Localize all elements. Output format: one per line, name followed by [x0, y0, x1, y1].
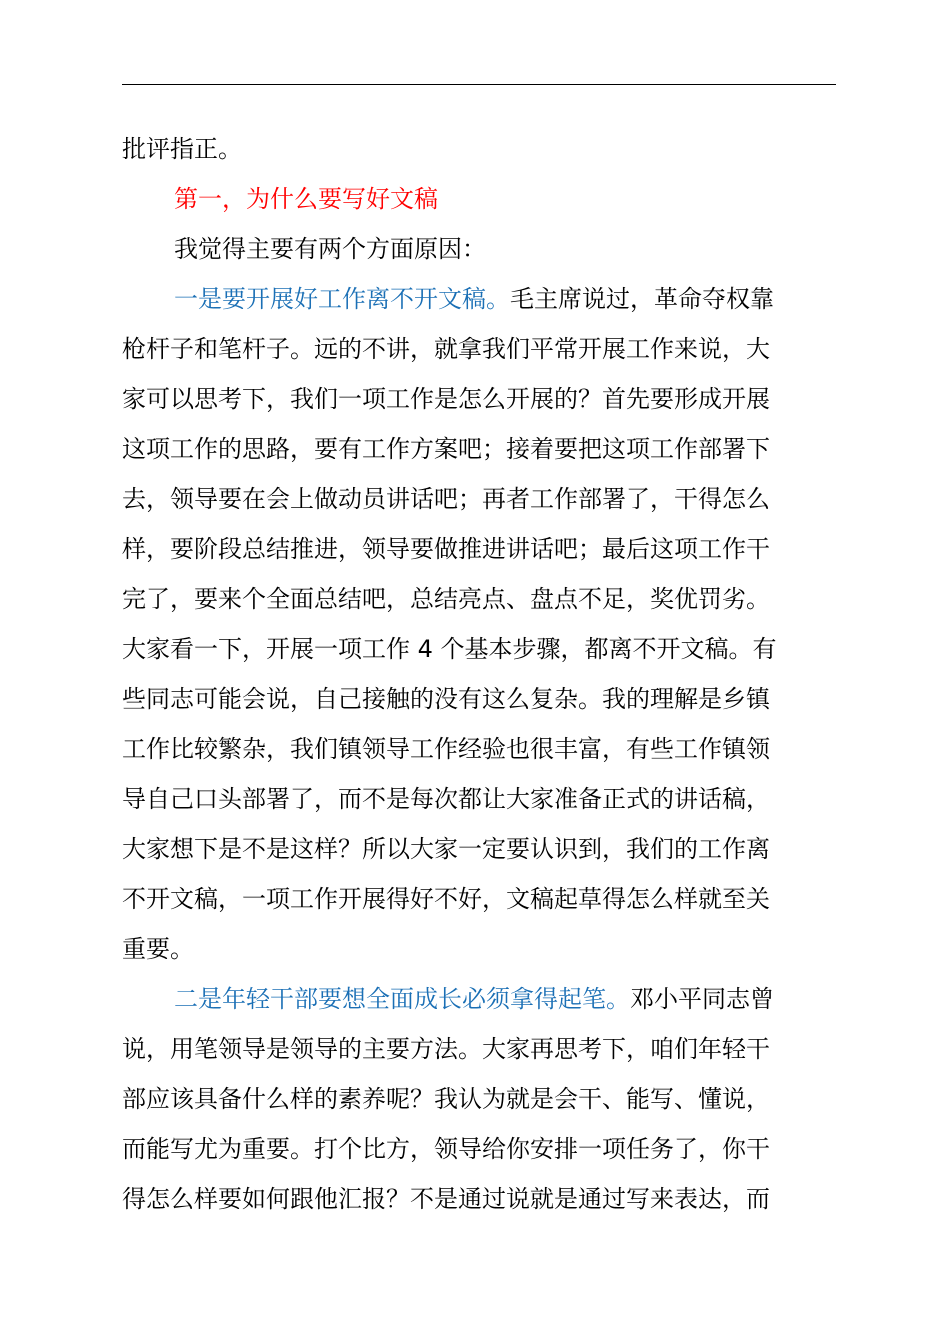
- body-line: 大家想下是不是这样？所以大家一定要认识到，我们的工作离: [122, 835, 770, 863]
- body-line: 去，领导要在会上做动员讲话吧；再者工作部署了，干得怎么: [122, 485, 770, 513]
- body-text: 毛主席说过，革命夺权靠: [510, 285, 774, 313]
- body-line: 工作比较繁杂，我们镇领导工作经验也很丰富，有些工作镇领: [122, 735, 770, 763]
- body-text: 邓小平同志曾: [630, 985, 774, 1013]
- section-heading: 第一，为什么要写好文稿: [174, 185, 438, 213]
- body-line: 家可以思考下，我们一项工作是怎么开展的？首先要形成开展: [122, 385, 770, 413]
- body-line: 这项工作的思路，要有工作方案吧；接着要把这项工作部署下: [122, 435, 770, 463]
- body-line: 大家看一下，开展一项工作 4 个基本步骤，都离不开文稿。有: [122, 635, 777, 663]
- header-rule: [122, 84, 836, 85]
- body-line: 样，要阶段总结推进，领导要做推进讲话吧；最后这项工作干: [122, 535, 770, 563]
- lead-sentence: 一是要开展好工作离不开文稿。: [174, 285, 510, 313]
- body-line: 导自己口头部署了，而不是每次都让大家准备正式的讲话稿，: [122, 785, 770, 813]
- body-line: 不开文稿，一项工作开展得好不好，文稿起草得怎么样就至关: [122, 885, 770, 913]
- lead-sentence: 二是年轻干部要想全面成长必须拿得起笔。: [174, 985, 630, 1013]
- body-line: 得怎么样要如何跟他汇报？不是通过说就是通过写来表达，而: [122, 1185, 770, 1213]
- body-line: 完了，要来个全面总结吧，总结亮点、盘点不足，奖优罚劣。: [122, 585, 770, 613]
- body-line: 我觉得主要有两个方面原因：: [174, 235, 486, 263]
- paragraph-first-line: [122, 974, 838, 1024]
- body-line: 重要。: [122, 935, 194, 963]
- paragraph-first-line: [122, 274, 838, 324]
- body-line: 批评指正。: [122, 135, 242, 163]
- body-line: 而能写尤为重要。打个比方，领导给你安排一项任务了，你干: [122, 1135, 770, 1163]
- body-line: 枪杆子和笔杆子。远的不讲，就拿我们平常开展工作来说，大: [122, 335, 770, 363]
- body-line: 说，用笔领导是领导的主要方法。大家再思考下，咱们年轻干: [122, 1035, 770, 1063]
- document-body: [122, 124, 838, 1224]
- body-line: 些同志可能会说，自己接触的没有这么复杂。我的理解是乡镇: [122, 685, 770, 713]
- body-line: 部应该具备什么样的素养呢？我认为就是会干、能写、懂说，: [122, 1085, 770, 1113]
